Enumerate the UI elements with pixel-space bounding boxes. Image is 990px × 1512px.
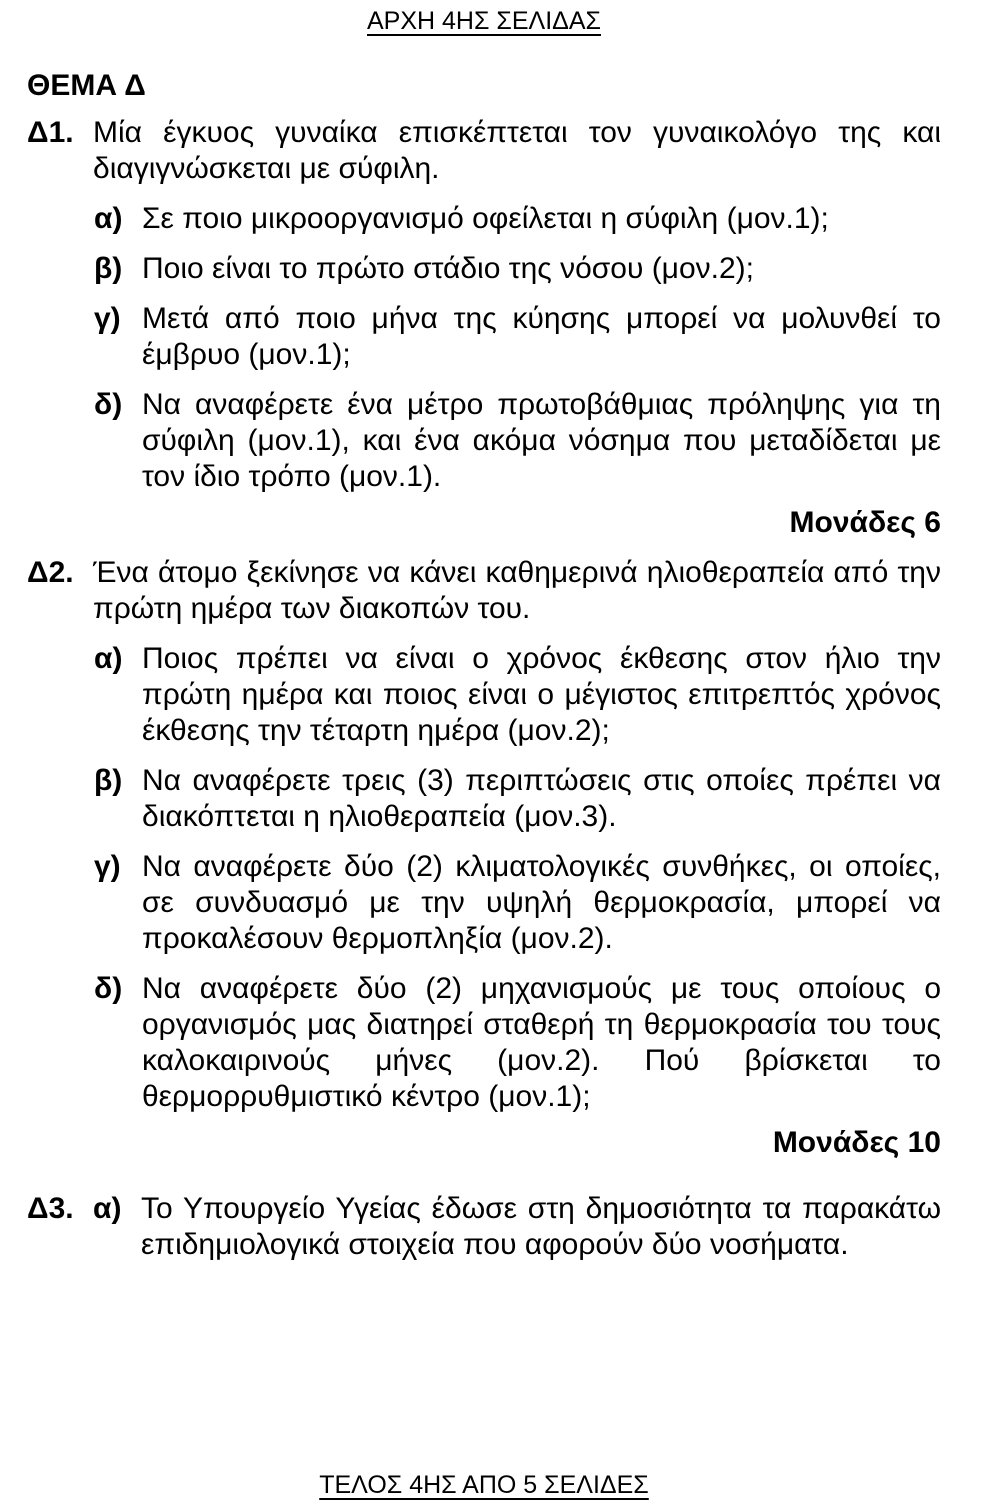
question-d1-marker: Δ1.	[27, 116, 74, 149]
question-d2-marker: Δ2.	[27, 556, 74, 589]
question-d2-item-c	[94, 849, 941, 957]
question-d2-item-b-text: Να αναφέρετε τρεις (3) περιπτώσεις στις οποίες πρέπει να διακόπτεται η ηλιοθεραπεία (μον.3).	[142, 764, 941, 833]
question-d2-intro-row	[27, 555, 941, 627]
question-d2-item-a-marker: α)	[94, 642, 123, 675]
question-d1	[27, 115, 941, 541]
question-d1-item-d-text: Να αναφέρετε ένα μέτρο πρωτοβάθμιας πρόληψης για τη σύφιλη (μον.1), και ένα ακόμα νόσημα που μεταδίδεται με τον ίδιο τρόπο (μον.1).	[142, 388, 941, 493]
question-d2-item-a-text: Ποιος πρέπει να είναι ο χρόνος έκθεσης στον ήλιο την πρώτη ημέρα και ποιος είναι ο μέγιστος επιτρεπτός χρόνος έκθεσης την τέταρτη ημέρα (μον.2);	[142, 642, 941, 747]
question-d3-sub-marker: α)	[93, 1192, 122, 1225]
question-d1-item-a	[94, 201, 941, 237]
question-d1-item-c-text: Μετά από ποιο μήνα της κύησης μπορεί να μολυνθεί το έμβρυο (μον.1);	[142, 302, 941, 371]
question-d2-item-d-text: Να αναφέρετε δύο (2) μηχανισμούς με τους οποίους ο οργανισμός μας διατηρεί σταθερή τη θερμοκρασία του τους καλοκαιρινούς μήνες (μον.2). Πού βρίσκεται το θερμορρυθμιστικό κέντρο (μον.1);	[142, 972, 941, 1113]
question-d2-item-c-marker: γ)	[94, 850, 121, 883]
question-d2-item-d-marker: δ)	[94, 972, 123, 1005]
question-d1-points: Μονάδες 6	[789, 506, 941, 539]
question-d1-item-a-marker: α)	[94, 202, 123, 235]
question-d2-item-b	[94, 763, 941, 835]
question-d2-item-d	[94, 971, 941, 1115]
question-d1-item-b	[94, 251, 941, 287]
page-footer	[27, 1470, 941, 1500]
page-footer-text: ΤΕΛΟΣ 4ΗΣ ΑΠΟ 5 ΣΕΛΙΔΕΣ	[319, 1471, 649, 1499]
question-d1-item-d-marker: δ)	[94, 388, 123, 421]
question-d3	[27, 1191, 941, 1263]
question-d2-points: Μονάδες 10	[772, 1126, 941, 1159]
question-d2-intro-text: Ένα άτομο ξεκίνησε να κάνει καθημερινά ηλιοθεραπεία από την πρώτη ημέρα των διακοπών του.	[93, 556, 941, 625]
question-d3-text: Το Υπουργείο Υγείας έδωσε στη δημοσιότητα τα παρακάτω επιδημιολογικά στοιχεία που αφορούν δύο νοσήματα.	[141, 1192, 941, 1261]
question-d1-item-b-text: Ποιο είναι το πρώτο στάδιο της νόσου (μον.2);	[142, 252, 754, 285]
question-d1-item-c-marker: γ)	[94, 302, 121, 335]
question-d1-intro-text: Μία έγκυος γυναίκα επισκέπτεται τον γυναικολόγο της και διαγιγνώσκεται με σύφιλη.	[93, 116, 941, 185]
question-d3-intro-row	[27, 1191, 941, 1263]
page-header-text: ΑΡΧΗ 4ΗΣ ΣΕΛΙΔΑΣ	[367, 7, 601, 35]
page-header	[27, 6, 941, 36]
question-d1-intro-row	[27, 115, 941, 187]
question-d3-marker: Δ3.	[27, 1192, 74, 1225]
question-d2-item-c-text: Να αναφέρετε δύο (2) κλιματολογικές συνθήκες, οι οποίες, σε συνδυασμό με την υψηλή θερμοκρασία, μπορεί να προκαλέσουν θερμοπληξία (μον.2).	[142, 850, 941, 955]
question-d2-item-b-marker: β)	[94, 764, 123, 797]
question-d1-item-d	[94, 387, 941, 495]
question-d2-item-a	[94, 641, 941, 749]
question-d1-item-b-marker: β)	[94, 252, 123, 285]
question-d1-item-a-text: Σε ποιο μικροοργανισμό οφείλεται η σύφιλη (μον.1);	[142, 202, 829, 235]
question-d1-item-c	[94, 301, 941, 373]
theme-title: ΘΕΜΑ Δ	[27, 69, 146, 102]
question-d2	[27, 555, 941, 1161]
